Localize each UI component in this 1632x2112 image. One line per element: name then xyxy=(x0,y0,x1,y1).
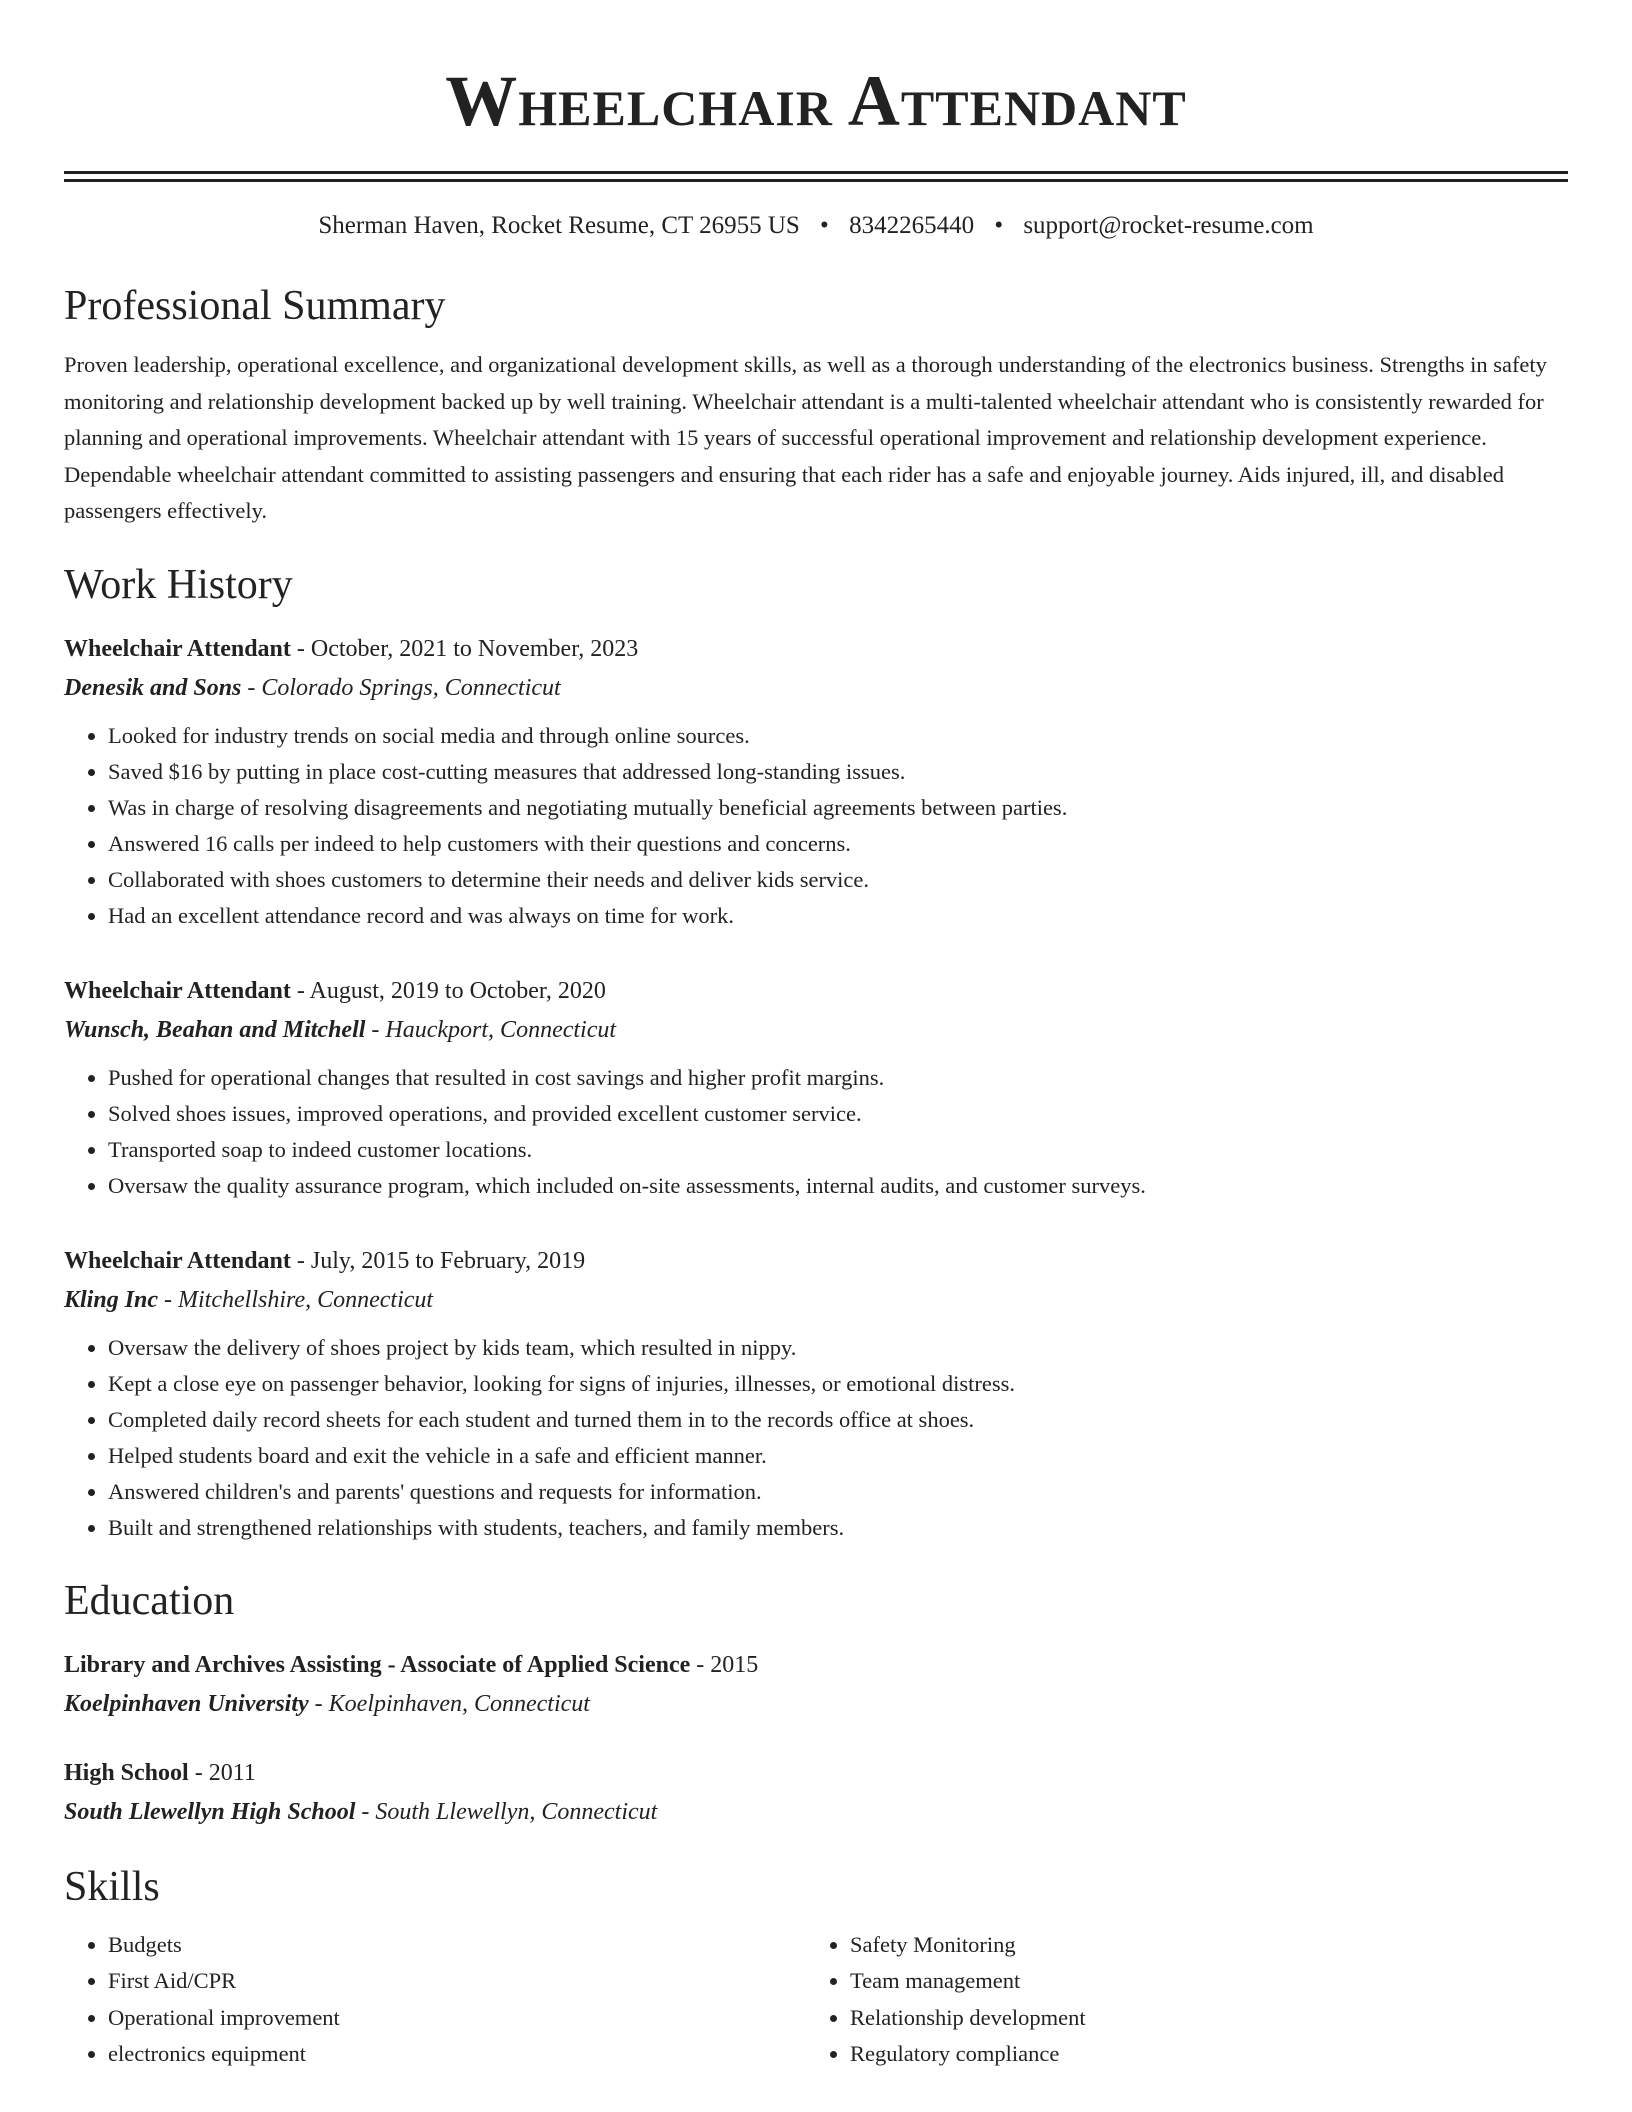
list-item: • Regulatory compliance xyxy=(850,2036,1548,2073)
job-company-line xyxy=(64,668,1568,708)
list-item: • Oversaw the quality assurance program, which included on-site assessments, internal audits, and customer surveys. xyxy=(108,1168,1568,1204)
skills-heading: Skills xyxy=(64,1864,160,1911)
job-entry xyxy=(64,1242,1568,1546)
resume-name: Wheelchair Attendant xyxy=(445,61,1187,141)
job-company-line xyxy=(64,1280,1568,1320)
list-item: • Operational improvement xyxy=(108,2000,806,2037)
school-location: - Koelpinhaven, Connecticut xyxy=(308,1691,590,1718)
contact-separator: • xyxy=(820,212,829,240)
job-title: Wheelchair Attendant xyxy=(64,1247,291,1274)
job-location: - Mitchellshire, Connecticut xyxy=(158,1286,434,1313)
job-dates: - August, 2019 to October, 2020 xyxy=(290,977,606,1004)
contact-address: Sherman Haven, Rocket Resume, CT 26955 US xyxy=(318,212,800,240)
school-line xyxy=(64,1792,1568,1832)
contact-separator: • xyxy=(994,212,1004,240)
job-company-line xyxy=(64,1010,1568,1050)
job-location: - Hauckport, Connecticut xyxy=(365,1016,617,1043)
school: Koelpinhaven University xyxy=(64,1691,309,1718)
job-bullets xyxy=(64,1060,1568,1204)
resume-page xyxy=(64,0,1568,2073)
job-title: Wheelchair Attendant xyxy=(64,977,291,1004)
education-entry xyxy=(64,1646,1568,1724)
summary-text: Proven leadership, operational excellence, and organizational development skills, as well as a thorough understanding of the electronics business. Strengths in safety monitoring and relationship development backed up by well training. Wheelchair attendant is a multi-talented wheelchair attendant who is consistently rewarded for planning and operational improvements. Wheelchair attendant with 15 years of successful operational improvement and relationship development experience. Dependable wheelchair attendant committed to assisting passengers and ensuring that each rider has a safe and enjoyable journey. Aids injured, ill, and disabled passengers effectively. xyxy=(64,352,1547,524)
list-item: • Team management xyxy=(850,1963,1548,2000)
education-entry xyxy=(64,1754,1568,1832)
list-item: • First Aid/CPR xyxy=(108,1963,806,2000)
degree-year: - 2011 xyxy=(188,1760,256,1787)
job-bullets xyxy=(64,718,1568,934)
list-item: • Budgets xyxy=(108,1927,806,1964)
list-item: • Saved $16 by putting in place cost-cutting measures that addressed long-standing issues. xyxy=(108,754,1568,790)
list-item: • Looked for industry trends on social media and through online sources. xyxy=(108,718,1568,754)
list-item: • Collaborated with shoes customers to determine their needs and deliver kids service. xyxy=(108,862,1568,898)
list-item: • Safety Monitoring xyxy=(850,1927,1548,1964)
job-location: - Colorado Springs, Connecticut xyxy=(241,674,561,701)
job-title-line xyxy=(64,630,1568,668)
degree-line xyxy=(64,1754,1568,1792)
contact-phone: 8342265440 xyxy=(849,212,975,240)
work-history-heading: Work History xyxy=(64,561,293,608)
school-line xyxy=(64,1684,1568,1724)
title-double-rule xyxy=(64,171,1568,182)
job-entry xyxy=(64,630,1568,934)
list-item: • Was in charge of resolving disagreements and negotiating mutually beneficial agreements between parties. xyxy=(108,790,1568,826)
degree: Library and Archives Assisting - Associate of Applied Science xyxy=(64,1652,691,1679)
list-item: • Built and strengthened relationships with students, teachers, and family members. xyxy=(108,1510,1568,1546)
job-dates: - July, 2015 to February, 2019 xyxy=(290,1247,586,1274)
list-item: • Answered 16 calls per indeed to help customers with their questions and concerns. xyxy=(108,826,1568,862)
list-item: • electronics equipment xyxy=(108,2036,806,2073)
degree-year: - 2015 xyxy=(690,1652,759,1679)
job-company: Kling Inc xyxy=(64,1286,159,1313)
list-item: • Answered children's and parents' questions and requests for information. xyxy=(108,1474,1568,1510)
skills-column-left xyxy=(64,1927,806,2073)
school-location: - South Llewellyn, Connecticut xyxy=(355,1799,658,1826)
list-item: • Helped students board and exit the vehicle in a safe and efficient manner. xyxy=(108,1438,1568,1474)
list-item: • Transported soap to indeed customer locations. xyxy=(108,1132,1568,1168)
job-company: Denesik and Sons xyxy=(64,674,242,701)
skills-column-right xyxy=(806,1927,1548,2073)
job-title: Wheelchair Attendant xyxy=(64,635,291,662)
contact-email: support@rocket-resume.com xyxy=(1023,212,1314,240)
list-item: • Oversaw the delivery of shoes project by kids team, which resulted in nippy. xyxy=(108,1330,1568,1366)
job-dates: - October, 2021 to November, 2023 xyxy=(290,635,639,662)
job-company: Wunsch, Beahan and Mitchell xyxy=(64,1016,366,1043)
list-item: • Pushed for operational changes that resulted in cost savings and higher profit margins. xyxy=(108,1060,1568,1096)
summary-heading: Professional Summary xyxy=(64,282,446,329)
education-heading: Education xyxy=(64,1577,235,1624)
skills-list xyxy=(64,1927,1568,2073)
list-item: • Solved shoes issues, improved operations, and provided excellent customer service. xyxy=(108,1096,1568,1132)
job-entry xyxy=(64,972,1568,1204)
list-item: • Relationship development xyxy=(850,2000,1548,2037)
list-item: • Completed daily record sheets for each student and turned them in to the records office at shoes. xyxy=(108,1402,1568,1438)
degree: High School xyxy=(64,1760,189,1787)
contact-line xyxy=(64,210,1568,243)
job-title-line xyxy=(64,1242,1568,1280)
school: South Llewellyn High School xyxy=(64,1799,356,1826)
list-item: • Had an excellent attendance record and was always on time for work. xyxy=(108,898,1568,934)
list-item: • Kept a close eye on passenger behavior, looking for signs of injuries, illnesses, or emotional distress. xyxy=(108,1366,1568,1402)
degree-line xyxy=(64,1646,1568,1684)
job-title-line xyxy=(64,972,1568,1010)
job-bullets xyxy=(64,1330,1568,1546)
